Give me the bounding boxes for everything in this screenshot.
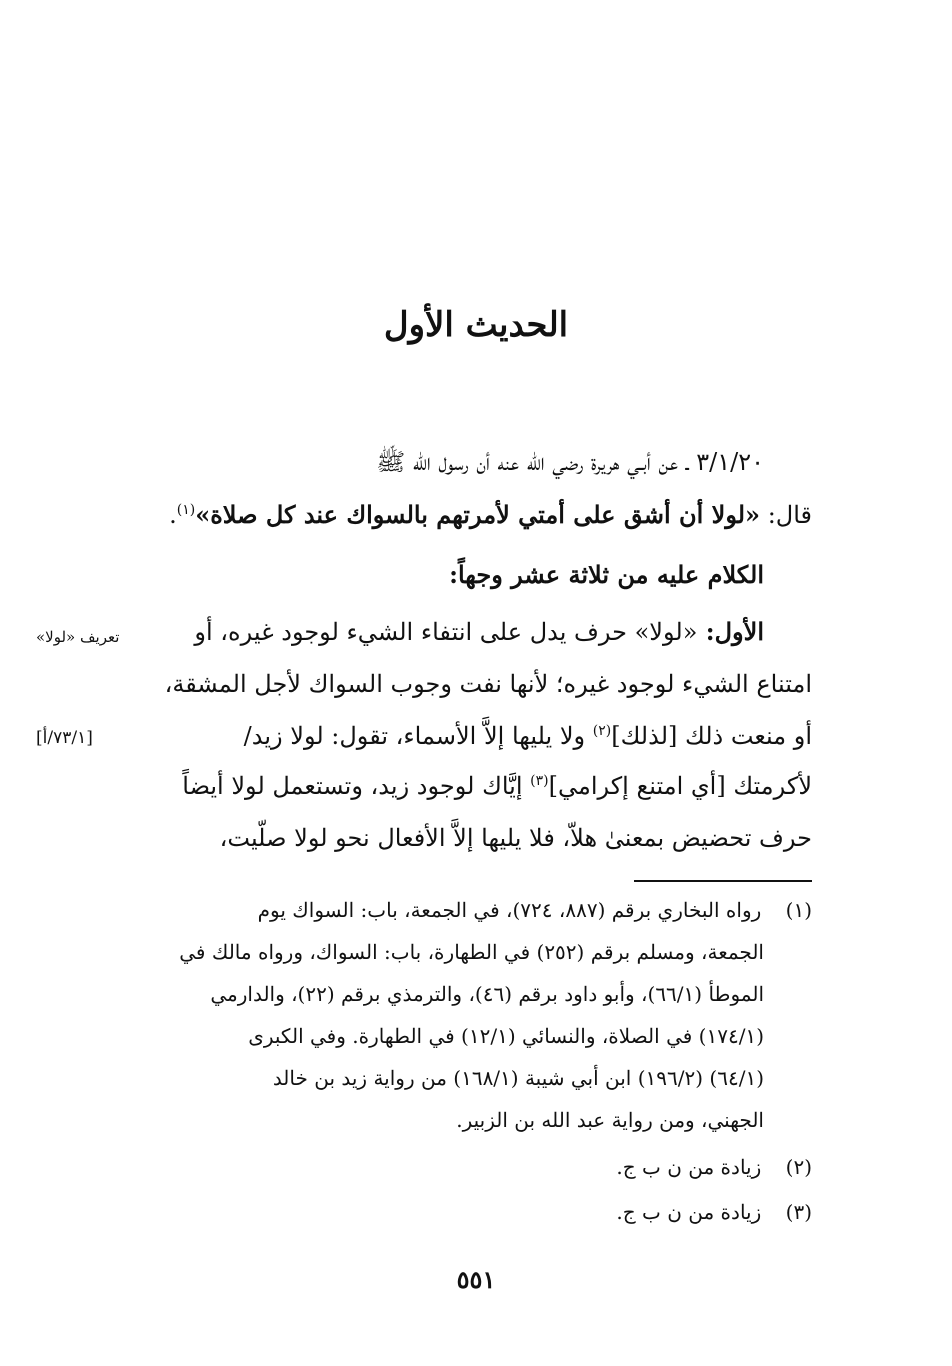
footnote-3-text: زيادة من ن ب ج.	[616, 1200, 762, 1224]
footnote-1-number: (١)	[785, 898, 812, 922]
text-segment: لأكرمتك [أي امتنع إكرامي]	[548, 772, 812, 800]
footnote-1-line-1	[140, 898, 812, 922]
text-line-5	[132, 670, 812, 698]
text-segment: أو منعت ذلك [لذلك]	[611, 722, 812, 750]
text-segment: امتناع الشيء لوجود غيره؛ لأنها نفت وجوب السواك لأجل المشقة،	[164, 670, 812, 698]
footnote-1-line-4: (١٧٤/١) في الصلاة، والنسائي (١٢/١) في الطهارة. وفي الكبرى	[248, 1024, 764, 1048]
footnote-2-text: زيادة من ن ب ج.	[616, 1155, 762, 1179]
footnote-ref: (٢)	[592, 723, 612, 739]
text-segment: إيَّاك لوجود زيد، وتستعمل لولا أيضاً	[182, 772, 531, 800]
footnote-2	[140, 1155, 812, 1179]
footnote-1-line-5: (٦٤/١) (١٩٦/٢) ابن أبي شيبة (١٦٨/١) من رواية زيد بن خالد	[272, 1066, 764, 1090]
margin-note-folio: [٧٣/١/أ]	[36, 728, 93, 748]
footnote-1-text: رواه البخاري برقم (٨٨٧، ٧٢٤)، في الجمعة، باب: السواك يوم	[257, 898, 762, 922]
footnote-separator	[634, 880, 812, 882]
text-segment: .	[169, 501, 177, 529]
margin-note-definition: تعريف «لولا»	[36, 628, 120, 646]
text-line-1	[132, 447, 764, 482]
text-segment: الكلام عليه من ثلاثة عشر وجهاً:	[449, 560, 764, 589]
footnote-3-number: (٣)	[785, 1200, 812, 1224]
text-line-2	[132, 500, 812, 529]
text-segment: «لولا أن أشق على أمتي لأمرتهم بالسواك عند كل صلاة»	[195, 500, 761, 529]
text-segment: ٣/١/٢٠ ـ عن أبـي هريرة رضي الله عنه أن رسول الله ﷺ	[376, 448, 764, 476]
text-segment: حرف تحضيض بمعنىٰ هلاّ، فلا يليها إلاَّ الأفعال نحو لولا صلّيت،	[219, 824, 812, 852]
footnote-3	[140, 1200, 812, 1224]
footnote-1-line-2: الجمعة، ومسلم برقم (٢٥٢) في الطهارة، باب: السواك، ورواه مالك في	[179, 940, 764, 964]
footnote-ref: (١)	[176, 502, 196, 518]
text-line-3	[132, 560, 764, 589]
text-segment: «لولا» حرف يدل على انتفاء الشيء لوجود غيره، أو	[194, 618, 698, 646]
footnote-ref: (٣)	[530, 773, 549, 789]
text-line-4	[132, 617, 764, 646]
hadith-heading: الحديث الأول	[383, 305, 569, 345]
footnote-1-line-3: الموطأ (٦٦/١)، وأبو داود برقم (٤٦)، والترمذي برقم (٢٢)، والدارمي	[210, 982, 764, 1006]
text-segment: ولا يليها إلاَّ الأسماء، تقول: لولا زيد/	[243, 722, 593, 750]
page-number: ٥٥١	[456, 1265, 496, 1294]
text-segment: الأول:	[697, 617, 764, 646]
text-segment: قال:	[760, 501, 812, 529]
footnote-1-line-6: الجهني، ومن رواية عبد الله بن الزبير.	[456, 1108, 764, 1132]
text-line-7	[132, 772, 812, 800]
text-line-6	[132, 722, 812, 750]
text-line-8	[132, 824, 812, 852]
footnote-2-number: (٢)	[785, 1155, 812, 1179]
